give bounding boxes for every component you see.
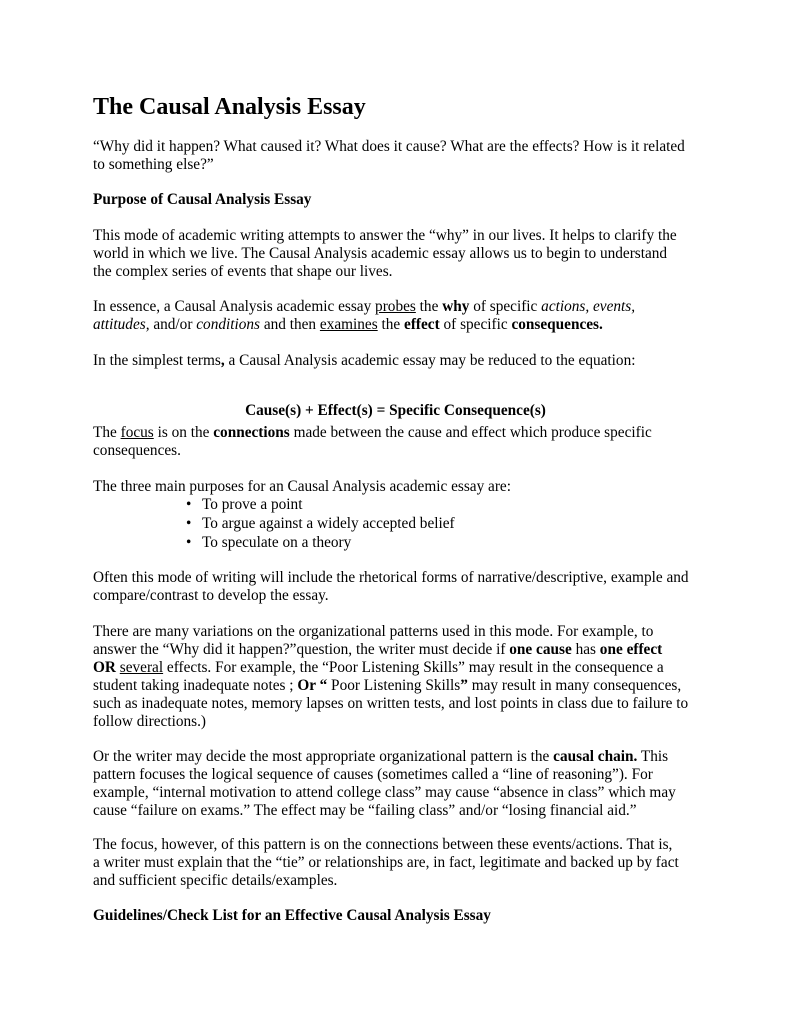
p4-text: consequences. [93,442,181,459]
p4-text: is on the [153,424,214,441]
p7-one-cause: one cause [509,641,572,658]
list-item-text: To speculate on a theory [202,534,352,551]
purpose-heading: Purpose of Causal Analysis Essay [93,191,312,208]
list-item [186,534,455,553]
purposes-list [186,496,455,553]
p8-text: pattern focuses the logical sequence of causes (sometimes called a “line of reasoning”). For [93,766,653,783]
p4-text: made between the cause and effect which produce specific [289,424,652,441]
p2-text: the [415,298,443,315]
p6-line-2: compare/contrast to develop the essay. [93,587,329,604]
paragraph-causal-chain [93,748,708,820]
p1-line-3: the complex series of events that shape our lives. [93,263,393,280]
paragraph-purpose [93,227,708,281]
p2-attitudes: attitudes, [93,316,150,333]
intro-line-1: “Why did it happen? What caused it? What does it cause? What are the effects? How is it related [93,138,685,155]
list-item-text: To argue against a widely accepted belief [202,515,455,532]
p9-line-2: a writer must explain that the “tie” or relationships are, in fact, legitimate and backed up by fact [93,854,679,871]
p2-text: of specific [439,316,512,333]
p8-text: Or the writer may decide the most appropriate organizational pattern is the [93,748,554,765]
paragraph-variations [93,623,708,731]
p4-connections: connections [213,424,290,441]
p2-text: of specific [469,298,542,315]
p2-text: In essence, a Causal Analysis academic essay [93,298,376,315]
p7-text: may result in many consequences, [467,677,682,694]
p2-examines: examines [319,316,378,333]
p7-close-quote: ” [460,677,468,694]
bullet-icon: • [186,496,192,513]
p2-text: and then [260,316,320,333]
p2-text: the [377,316,405,333]
p7-text: There are many variations on the organizational patterns used in this mode. For example, to [93,623,654,640]
p4-text: The [93,424,121,441]
p7-text: such as inadequate notes, memory lapses on written tests, and lost points in class due to failure to [93,695,689,712]
p6-line-1: Often this mode of writing will include the rhetorical forms of narrative/descriptive, example and [93,569,689,586]
p7-one-effect: one effect [599,641,663,658]
list-item [186,496,455,515]
bullet-icon: • [186,515,192,532]
list-item-text: To prove a point [202,496,303,513]
p3-text: In the simplest terms [93,352,221,369]
p8-text: This [637,748,669,765]
p2-consequences: consequences. [511,316,603,333]
p2-why: why [442,298,470,315]
guidelines-heading: Guidelines/Check List for an Effective Causal Analysis Essay [93,907,491,924]
p4-focus: focus [120,424,154,441]
paragraph-rhetorical [93,569,708,605]
p7-text: follow directions.) [93,713,207,730]
paragraph-simplest [93,352,708,370]
p7-or: OR [93,659,116,676]
p8-text: cause “failure on exams.” The effect may be “failing class” and/or “losing financial aid.” [93,802,637,819]
p7-text: answer the “Why did it happen?”question, the writer must decide if [93,641,510,658]
paragraph-purposes-intro: The three main purposes for an Causal Analysis academic essay are: [93,478,511,495]
equation: Cause(s) + Effect(s) = Specific Consequence(s) [245,402,546,420]
p7-text: student taking inadequate notes ; [93,677,298,694]
page-title: The Causal Analysis Essay [93,94,366,120]
bullet-icon: • [186,534,192,551]
p2-conditions: conditions [196,316,260,333]
p7-or-quote: Or “ [297,677,328,694]
p3-comma: , [220,352,225,369]
p8-text: example, “internal motivation to attend college class” may cause “absence in class” which may [93,784,676,801]
paragraph-focus [93,424,708,460]
p7-text: effects. For example, the “Poor Listening Skills” may result in the consequence a [163,659,664,676]
p3-text: a Causal Analysis academic essay may be reduced to the equation: [224,352,636,369]
p1-line-1: This mode of academic writing attempts to answer the “why” in our lives. It helps to clarify the [93,227,677,244]
paragraph-essence [93,298,708,334]
list-item [186,515,455,534]
p8-causal-chain: causal chain. [553,748,638,765]
p2-effect: effect [404,316,440,333]
intro-question [93,138,708,174]
p7-several: several [119,659,164,676]
paragraph-connections [93,836,708,890]
p1-line-2: world in which we live. The Causal Analysis academic essay allows us to begin to understand [93,245,668,262]
p2-probes: probes [375,298,416,315]
intro-line-2: to something else?” [93,156,214,173]
p7-text: has [571,641,600,658]
p9-line-1: The focus, however, of this pattern is on the connections between these events/actions. That is, [93,836,673,853]
p2-text: and/or [149,316,197,333]
p9-line-3: and sufficient specific details/examples. [93,872,338,889]
p2-actions: actions, events, [541,298,636,315]
p7-text: Poor Listening Skills [327,677,461,694]
